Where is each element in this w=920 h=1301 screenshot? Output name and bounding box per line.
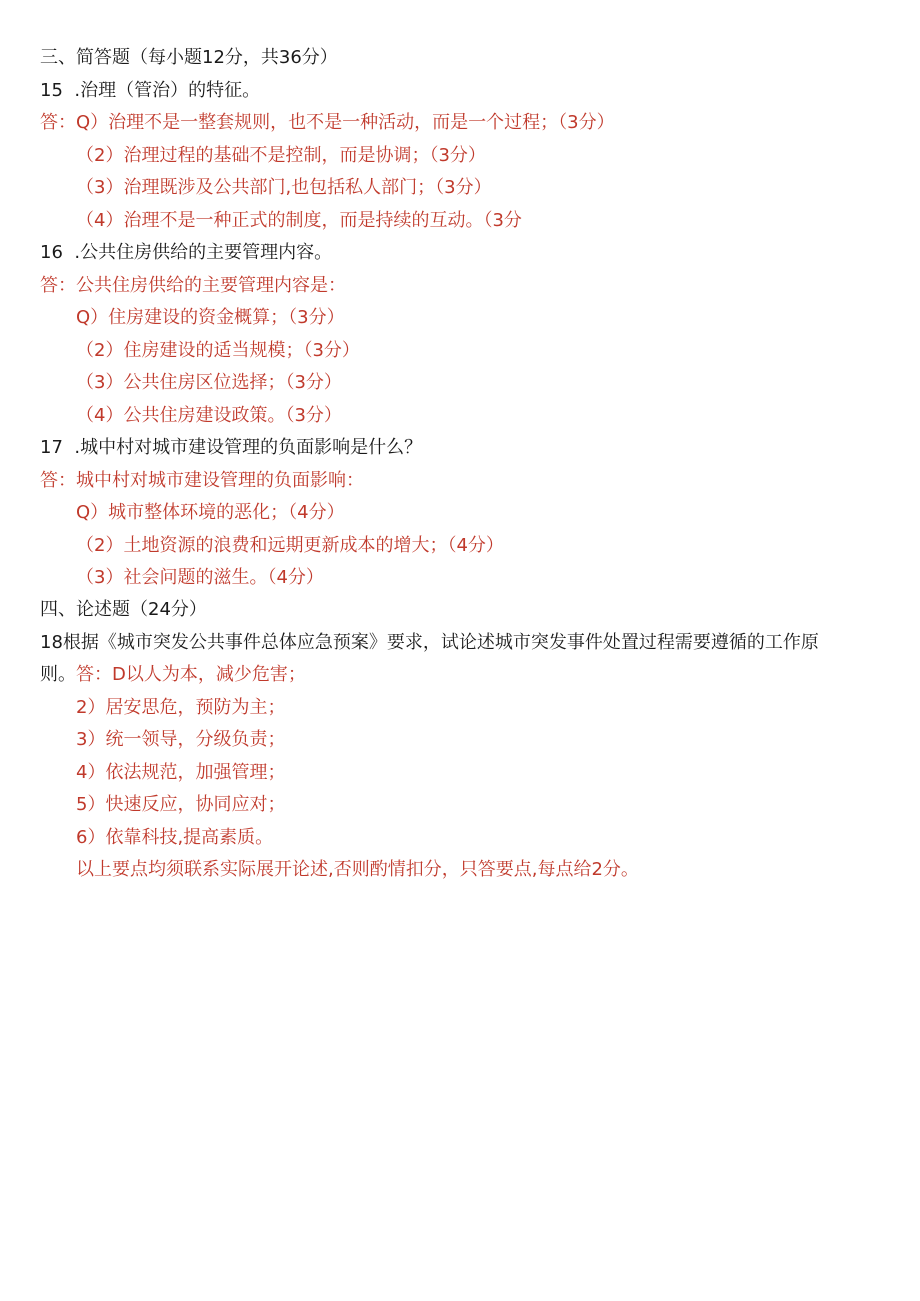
answer-18-point-1: 答：D以人为本，减少危害； <box>76 664 306 685</box>
answer-18-point-4: 4）依法规范，加强管理； <box>76 762 286 783</box>
answer-15-point-1: 答：Q）治理不是一整套规则，也不是一种活动，而是一个过程；（3分） <box>40 112 615 133</box>
answer-16-point-4: （4）公共住房建设政策。（3分） <box>76 405 342 426</box>
answer-17-intro: 答：城中村对城市建设管理的负面影响： <box>40 470 364 491</box>
section-heading-short-answer: 三、简答题（每小题12分，共36分） <box>40 47 338 68</box>
answer-15-point-4: （4）治理不是一种正式的制度，而是持续的互动。（3分 <box>76 210 522 231</box>
answer-15-point-3: （3）治理既涉及公共部门,也包括私人部门；（3分） <box>76 177 492 198</box>
answer-18-point-5: 5）快速反应，协同应对； <box>76 794 286 815</box>
answer-16-point-3: （3）公共住房区位选择；（3分） <box>76 372 342 393</box>
answer-18-point-3: 3）统一领导，分级负责； <box>76 729 286 750</box>
answer-18-point-2: 2）居安思危，预防为主； <box>76 697 286 718</box>
answer-17-point-2: （2）土地资源的浪费和远期更新成本的增大；（4分） <box>76 535 504 556</box>
answer-15-point-2: （2）治理过程的基础不是控制，而是协调；（3分） <box>76 145 486 166</box>
answer-17-point-1: Q）城市整体环境的恶化；（4分） <box>76 502 345 523</box>
question-18-continuation <box>40 663 306 687</box>
answer-16-intro: 答：公共住房供给的主要管理内容是： <box>40 275 346 296</box>
question-16: 16 .公共住房供给的主要管理内容。 <box>40 242 333 263</box>
answer-17-point-3: （3）社会问题的滋生。（4分） <box>76 567 324 588</box>
answer-18-grading-note: 以上要点均须联系实际展开论述,否则酌情扣分，只答要点,每点给2分。 <box>76 859 639 880</box>
question-17: 17 .城中村对城市建设管理的负面影响是什么？ <box>40 437 423 458</box>
answer-16-point-1: Q）住房建设的资金概算；（3分） <box>76 307 345 328</box>
question-18-tail: 则。 <box>40 664 76 685</box>
question-18: 18根据《城市突发公共事件总体应急预案》要求，试论述城市突发事件处置过程需要遵循的工作原 <box>40 632 819 653</box>
section-heading-essay: 四、论述题（24分） <box>40 599 207 620</box>
question-15: 15 .治理（管治）的特征。 <box>40 80 261 101</box>
answer-18-point-6: 6）依靠科技,提高素质。 <box>76 827 274 848</box>
answer-16-point-2: （2）住房建设的适当规模；（3分） <box>76 340 360 361</box>
